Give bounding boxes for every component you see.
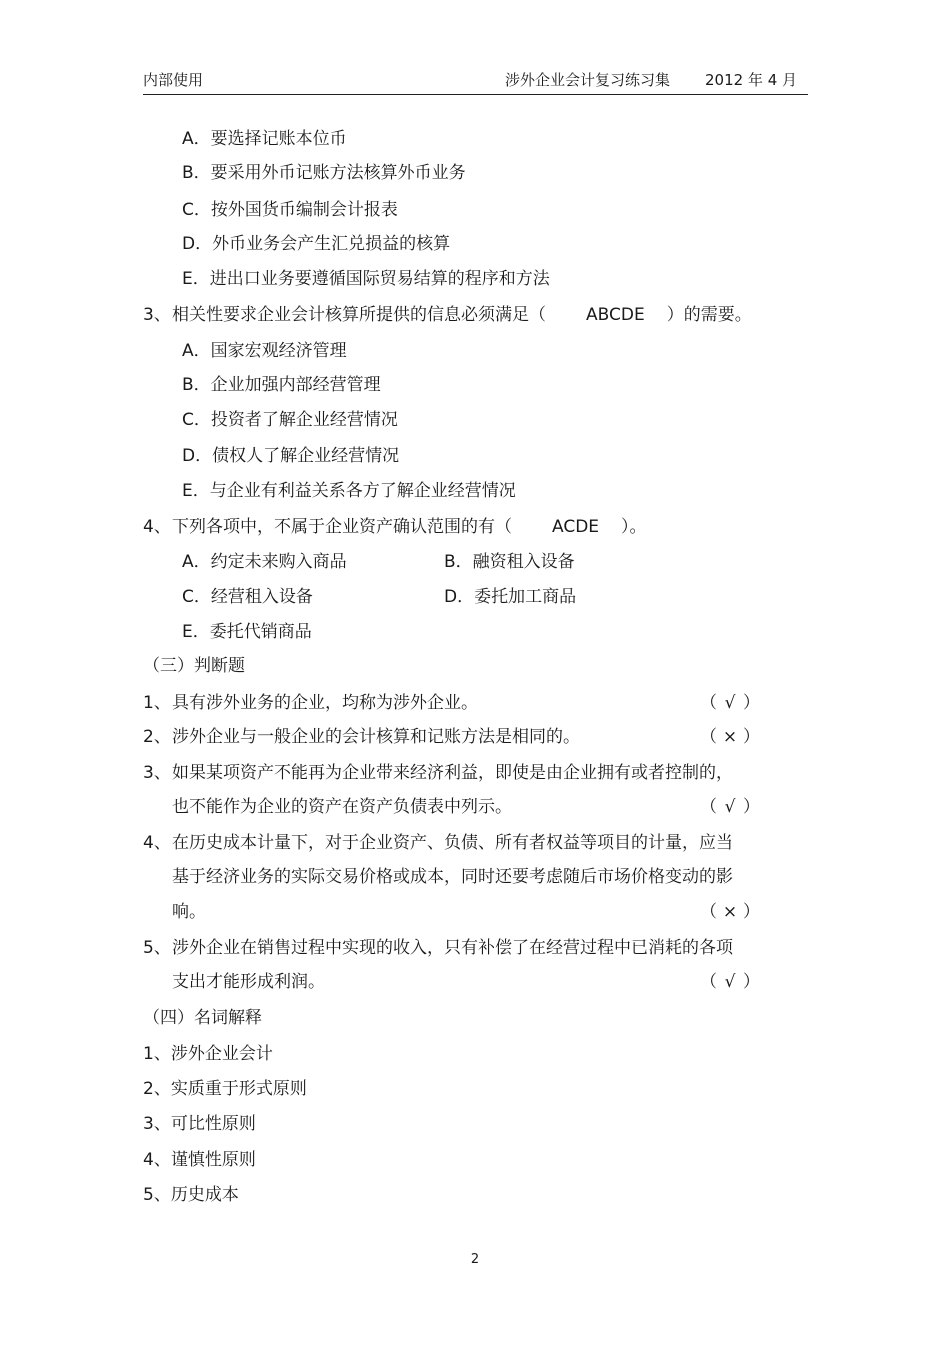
tf4-mark: （ × ） <box>700 902 760 922</box>
q2-option-a: A．要选择记账本位币 <box>182 129 347 149</box>
q2-option-c: C．按外国货币编制会计报表 <box>182 200 398 220</box>
q4-question <box>172 516 647 538</box>
q3-answer: ABCDE <box>586 305 645 325</box>
header-divider <box>143 94 808 95</box>
q3-option-a: A．国家宏观经济管理 <box>182 341 347 361</box>
q4-text-before: 下列各项中，不属于企业资产确认范围的有（ <box>172 517 512 537</box>
q4-text-after: ）。 <box>621 517 647 537</box>
q3-number: 3、 <box>143 305 171 325</box>
q2-option-e: E．进出口业务要遵循国际贸易结算的程序和方法 <box>182 269 550 289</box>
tf5-mark-symbol: √ <box>724 972 736 992</box>
header-title: 涉外企业会计复习练习集 <box>505 71 671 89</box>
tf3-text-line1: 如果某项资产不能再为企业带来经济利益，即使是由企业拥有或者控制的， <box>172 763 733 783</box>
tf1-text: 具有涉外业务的企业，均称为涉外企业。 <box>172 693 478 713</box>
tf5-text-line1: 涉外企业在销售过程中实现的收入，只有补偿了在经营过程中已消耗的各项 <box>172 938 733 958</box>
q4-option-a: A．约定未来购入商品 <box>182 552 347 572</box>
term-5: 5、历史成本 <box>143 1185 239 1205</box>
term-4: 4、谨慎性原则 <box>143 1150 256 1170</box>
q3-option-d: D．债权人了解企业经营情况 <box>182 446 400 466</box>
q3-text-before: 相关性要求企业会计核算所提供的信息必须满足（ <box>172 305 546 325</box>
q4-option-c: C．经营租入设备 <box>182 587 313 607</box>
q2-option-b: B．要采用外币记账方法核算外币业务 <box>182 163 466 183</box>
tf1-number: 1、 <box>143 693 171 713</box>
q3-question <box>172 304 752 326</box>
tf3-number: 3、 <box>143 763 171 783</box>
q3-option-c: C．投资者了解企业经营情况 <box>182 410 398 430</box>
section3-title: （三）判断题 <box>143 656 245 676</box>
tf3-text-line2: 也不能作为企业的资产在资产负债表中列示。 <box>172 797 512 817</box>
tf4-number: 4、 <box>143 833 171 853</box>
q2-option-d: D．外币业务会产生汇兑损益的核算 <box>182 234 451 254</box>
tf2-mark: （ × ） <box>700 727 760 747</box>
tf2-number: 2、 <box>143 727 171 747</box>
q4-option-d: D．委托加工商品 <box>444 587 577 607</box>
term-3: 3、可比性原则 <box>143 1114 256 1134</box>
section4-title: （四）名词解释 <box>143 1008 262 1028</box>
term-1: 1、涉外企业会计 <box>143 1044 273 1064</box>
q3-option-b: B．企业加强内部经营管理 <box>182 375 381 395</box>
tf1-mark: （ √ ） <box>700 693 760 713</box>
q3-option-e: E．与企业有利益关系各方了解企业经营情况 <box>182 481 516 501</box>
tf5-mark: （ √ ） <box>700 972 760 992</box>
q4-answer: ACDE <box>552 517 600 537</box>
header-date: 2012 年 4 月 <box>705 71 798 89</box>
tf4-mark-symbol: × <box>722 902 738 922</box>
tf1-mark-symbol: √ <box>724 693 736 713</box>
q4-option-b: B．融资租入设备 <box>444 552 575 572</box>
q4-option-e: E．委托代销商品 <box>182 622 312 642</box>
tf5-number: 5、 <box>143 938 171 958</box>
tf3-mark: （ √ ） <box>700 797 760 817</box>
header-left: 内部使用 <box>143 71 204 89</box>
tf3-mark-symbol: √ <box>724 797 736 817</box>
tf4-text-line2: 基于经济业务的实际交易价格或成本，同时还要考虑随后市场价格变动的影 <box>172 867 733 887</box>
tf5-text-line2: 支出才能形成利润。 <box>172 972 325 992</box>
q4-number: 4、 <box>143 517 171 537</box>
tf4-text-line3: 响。 <box>172 902 206 922</box>
page-number: 2 <box>470 1252 480 1267</box>
tf2-mark-symbol: × <box>722 727 738 747</box>
term-2: 2、实质重于形式原则 <box>143 1079 307 1099</box>
tf4-text-line1: 在历史成本计量下，对于企业资产、负债、所有者权益等项目的计量，应当 <box>172 833 733 853</box>
tf2-text: 涉外企业与一般企业的会计核算和记账方法是相同的。 <box>172 727 580 747</box>
q3-text-after: ）的需要。 <box>666 305 752 325</box>
